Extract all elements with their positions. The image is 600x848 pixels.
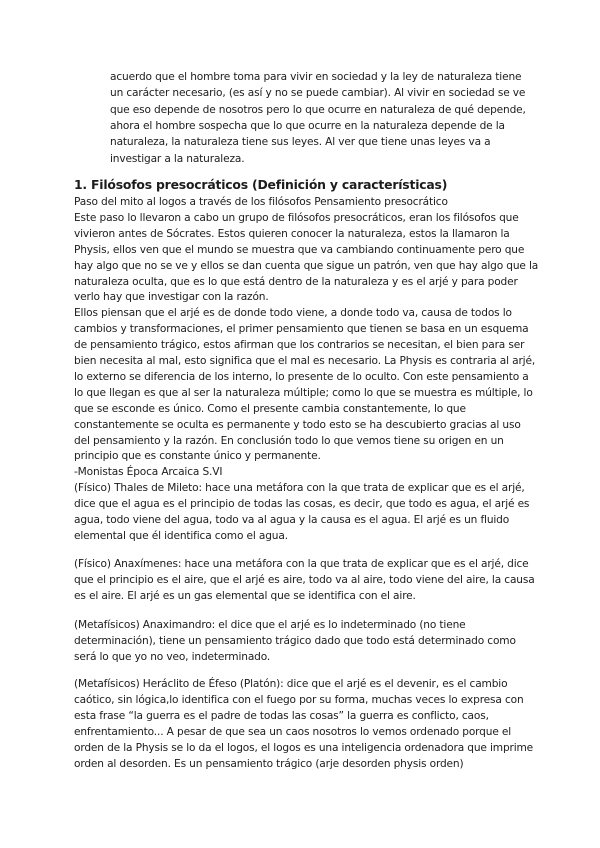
definition-line: vivieron antes de Sócrates. Estos quieren conocer la naturaleza, estos la llamaron la <box>74 227 510 240</box>
anaximenes-line: es el aire. El arjé es un gas elemental que se identifica con el aire. <box>74 590 416 602</box>
thales-line: elemental que él identifica como el agua. <box>74 530 288 543</box>
definition-line: Physis, ellos ven que el mundo se muestra que va cambiando continuamente pero que <box>74 243 525 256</box>
section-heading: 1. Filósofos presocráticos (Definición y características) <box>74 177 448 192</box>
thales-line: (Físico) Thales de Mileto: hace una metáfora con la que trata de explicar que es el arjé, <box>74 482 525 494</box>
definition-line: cambios y transformaciones, el primer pensamiento que tienen se basa en un esquema <box>74 323 529 336</box>
definition-line: Ellos piensan que el arjé es de donde todo viene, a donde todo va, causa de todos lo <box>74 307 512 320</box>
monistas-heading: -Monistas Época Arcaica S.VI <box>74 466 223 478</box>
definition-line: bien necesita al mal, esto significa que el mal es necesario. La Physis es contraria al arjé, <box>74 355 536 367</box>
definition-line: lo que llegan es que al ser la naturaleza múltiple; como lo que se muestra es múltiple, lo <box>74 386 533 399</box>
heraclito-line: orden al desorden. Es un pensamiento trágico (arje desorden physis orden) <box>74 758 464 770</box>
anaximandro-line: determinación), tiene un pensamiento trágico dado que todo está determinado como <box>74 635 516 647</box>
definition-line: Paso del mito al logos a través de los filósofos Pensamiento presocrático <box>74 196 448 208</box>
intro-line: acuerdo que el hombre toma para vivir en sociedad y la ley de naturaleza tiene <box>110 71 522 83</box>
definition-line: principio que es constante único y permanente. <box>74 450 321 463</box>
heraclito-line: enfrentamiento... A pesar de que sea un caos nosotros lo vemos ordenado porque el <box>74 726 512 738</box>
definition-line: lo externo se diferencia de los interno, lo presente de lo oculto. Con este pensamiento a <box>74 370 529 383</box>
heraclito-line: (Metafísicos) Heráclito de Éfeso (Platón): dice que el arjé es el devenir, es el cambio <box>74 678 508 690</box>
definition-line: que se esconde es único. Como el presente cambia constantemente, lo que <box>74 402 466 415</box>
intro-line: un carácter necesario, (es así y no se puede cambiar). Al vivir en sociedad se ve <box>110 87 526 100</box>
heraclito-line: caótico, sin lógica,lo identifica con el fuego por su forma, muchas veces lo expresa con <box>74 694 524 706</box>
definition-line: constantemente se oculta es permanente y todo esto se ha descubierto gracias al uso <box>74 418 521 431</box>
thales-line: agua, todo viene del agua, todo va al agua y la causa es el agua. El arjé es un fluido <box>74 514 510 527</box>
heraclito-line: orden de la Physis se lo da el logos, el logos es una inteligencia ordenadora que imprime <box>74 742 534 754</box>
anaximandro-line: será lo que yo no veo, indeterminado. <box>74 651 271 663</box>
anaximenes-line: que el principio es el aire, que el arjé es aire, todo va al aire, todo viene del aire, la causa <box>74 574 535 586</box>
intro-line: que eso depende de nosotros pero lo que ocurre en naturaleza de qué depende, <box>110 103 526 116</box>
definition-line: naturaleza oculta, que es lo que está dentro de la naturaleza y es el arjé y para poder <box>74 275 518 288</box>
definition-line: verlo hay que investigar con la razón. <box>74 291 269 304</box>
thales-line: dice que el agua es el principio de todas las cosas, es decir, que todo es agua, el arjé es <box>74 498 530 511</box>
heraclito-line: esta frase “la guerra es el padre de todas las cosas” la guerra es conflicto, caos, <box>74 710 489 722</box>
intro-line: ahora el hombre sospecha que lo que ocurre en la naturaleza depende de la <box>110 119 505 132</box>
anaximandro-line: (Metafísicos) Anaximandro: el dice que el arjé es lo indeterminado (no tiene <box>74 619 466 631</box>
intro-line: investigar a la naturaleza. <box>110 152 245 165</box>
intro-line: naturaleza, la naturaleza tiene sus leyes. Al ver que tiene unas leyes va a <box>110 136 491 149</box>
anaximenes-line: (Físico) Anaxímenes: hace una metáfora con la que trata de explicar que es el arjé, dice <box>74 558 529 570</box>
definition-line: hay algo que no se ve y ellos se dan cuenta que sigue un patrón, ven que hay algo que la <box>74 259 539 272</box>
definition-line: Este paso lo llevaron a cabo un grupo de filósofos presocráticos, eran los filósofos que <box>74 211 519 224</box>
definition-line: de pensamiento trágico, estos afirman que los contrarios se necesitan, el bien para ser <box>74 339 525 352</box>
definition-line: del pensamiento y la razón. En conclusión todo lo que vemos tiene su origen en un <box>74 434 504 447</box>
